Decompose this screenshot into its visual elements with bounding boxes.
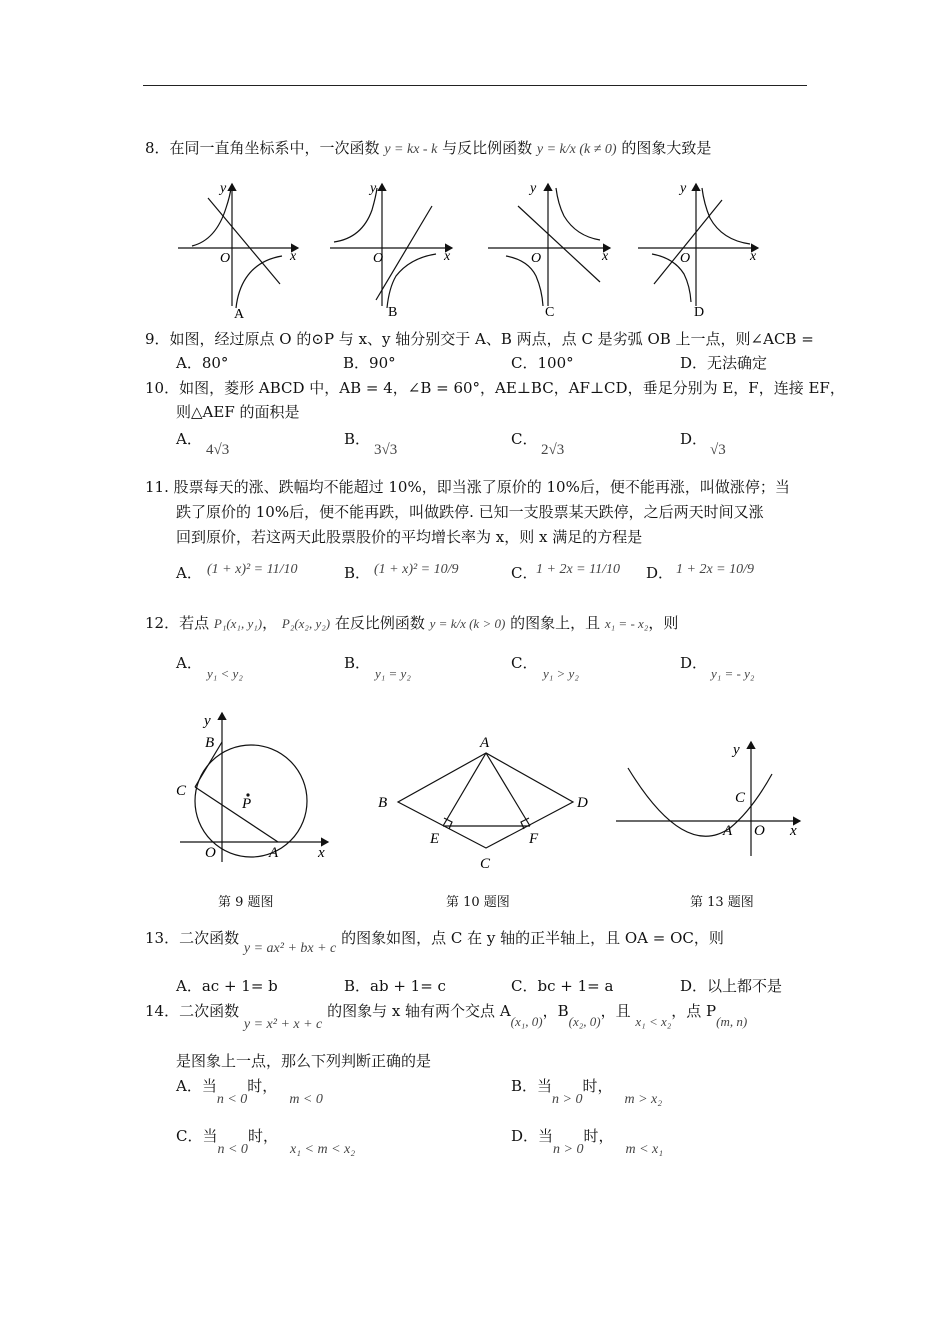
q8-graph-d <box>638 184 758 306</box>
fig10-ae <box>443 753 486 826</box>
q10-option-b-label: B． <box>344 430 371 448</box>
q12-func: y = k/x (k > 0) <box>429 616 506 631</box>
q8-label-a: A <box>234 307 245 320</box>
q8-a-x: x <box>290 249 297 264</box>
q13-stem <box>145 927 724 956</box>
q12-point-p1: P₁(x₁, y₁) <box>213 616 263 631</box>
q8-label-c: C <box>545 305 555 320</box>
q8-d-origin: O <box>680 251 691 266</box>
q14-option-b <box>511 1075 663 1107</box>
q14-option-b-result: m > x₂ <box>624 1092 663 1107</box>
fig9-label-p: P <box>242 796 252 812</box>
fig13-label-o: O <box>754 823 765 839</box>
q12-sep: ， <box>262 614 278 632</box>
q11-option-b-label: B． <box>344 564 371 582</box>
q13-stem-a: 13．二次函数 <box>145 929 240 947</box>
header-rule <box>143 85 807 86</box>
fig9-label-x: x <box>318 845 325 861</box>
q11-option-d-label: D． <box>646 564 674 582</box>
q14-option-a-label: A．当 <box>176 1077 217 1095</box>
q14-option-a-cond: n < 0 <box>216 1092 248 1107</box>
fig9 <box>170 705 345 865</box>
q8-d-y: y <box>680 181 687 196</box>
q14-option-c <box>176 1125 356 1157</box>
fig9-caption: 第 9 题图 <box>218 895 274 910</box>
q14-point-p: (m, n) <box>716 1014 748 1029</box>
q8-stem-text: 8．在同一直角坐标系中，一次函数 <box>145 139 380 157</box>
fig13 <box>612 738 807 868</box>
q13-option-c: C．bc + 1= a <box>511 977 614 995</box>
q14-option-d-label: D．当 <box>511 1127 554 1145</box>
q9-stem: 9．如图，经过原点 O 的⊙P 与 x、y 轴分别交于 A、B 两点，点 C 是劣弧 OB 上一点，则∠ACB = <box>145 330 814 348</box>
q14-func: y = x² + x + c <box>243 1017 323 1032</box>
fig10-label-b: B <box>378 795 388 811</box>
q11-option-a-value: (1 + x)² = 11/10 <box>207 562 298 577</box>
q14-option-c-label: C．当 <box>176 1127 218 1145</box>
q14-stem-d: ，且 <box>600 1002 631 1020</box>
q14-option-c-result: x₁ < m < x₂ <box>289 1142 356 1157</box>
fig9-label-y: y <box>204 713 211 729</box>
fig13-caption: 第 13 题图 <box>690 895 754 910</box>
q8-stem <box>145 137 711 158</box>
q12-option-d-label: D． <box>680 654 708 672</box>
q8-graph-a <box>178 184 298 308</box>
q10-stem-line2: 则△AEF 的面积是 <box>176 403 300 421</box>
q12-option-d-value: y₁ = - y₂ <box>711 666 755 681</box>
fig9-label-o: O <box>205 845 216 861</box>
q10-option-a-label: A． <box>176 430 202 448</box>
fig10-label-a: A <box>480 735 490 751</box>
q11-option-b-value: (1 + x)² = 10/9 <box>374 562 459 577</box>
fig13-label-y: y <box>733 742 740 758</box>
q8-label-d: D <box>694 305 705 320</box>
q8-graph-c <box>488 184 610 306</box>
q8-graphs <box>170 178 770 320</box>
q14-option-a <box>176 1075 323 1107</box>
q14-option-a-result: m < 0 <box>289 1092 323 1107</box>
q8-mid-text: 与反比例函数 <box>442 139 533 157</box>
fig9-chord-ca <box>195 787 278 842</box>
fig10-af <box>486 753 530 826</box>
q12-stem-c: 的图象上，且 <box>510 614 601 632</box>
q8-a-origin: O <box>220 251 231 266</box>
q9-option-a: A．80° <box>176 354 229 372</box>
q14-point-a: (x₁, 0) <box>510 1014 543 1029</box>
q12-option-a-label: A． <box>176 654 202 672</box>
q11-option-c-value: 1 + 2x = 11/10 <box>536 562 620 577</box>
q8-linear-func: y = kx - k <box>384 142 438 157</box>
q13-option-a: A．ac + 1= b <box>176 977 278 995</box>
q8-c-x: x <box>602 249 609 264</box>
q14-option-a-shi: 时， <box>247 1077 278 1095</box>
q14-stem <box>145 1000 748 1032</box>
q10-option-d-value: √3 <box>710 442 726 458</box>
fig13-label-c: C <box>735 790 746 806</box>
q13-option-d: D．以上都不是 <box>680 977 783 995</box>
q14-option-d-result: m < x₁ <box>625 1142 664 1157</box>
q14-stem-a: 14．二次函数 <box>145 1002 240 1020</box>
q8-b-origin: O <box>373 251 384 266</box>
q14-option-d-cond: n > 0 <box>553 1142 584 1157</box>
q11-option-a-label: A． <box>176 564 202 582</box>
q10-option-b-value: 3√3 <box>374 442 398 458</box>
q11-line3: 回到原价，若这两天此股票股价的平均增长率为 x，则 x 满足的方程是 <box>176 528 643 546</box>
q14-option-b-label: B．当 <box>511 1077 553 1095</box>
q14-option-d-shi: 时， <box>583 1127 614 1145</box>
fig10-right-angle-e <box>444 818 452 829</box>
q13-func: y = ax² + bx + c <box>243 941 337 956</box>
q10-option-a-value: 4√3 <box>206 442 230 458</box>
q14-option-c-cond: n < 0 <box>217 1142 248 1157</box>
q10-option-c-label: C． <box>511 430 538 448</box>
q8-a-y: y <box>220 181 227 196</box>
q14-stem-b: 的图象与 x 轴有两个交点 A <box>327 1002 511 1020</box>
fig10-label-f: F <box>529 831 539 847</box>
q14-stem-c: ，B <box>542 1002 569 1020</box>
q12-stem-b: 在反比例函数 <box>334 614 425 632</box>
q13-stem-b: 的图象如图，点 C 在 y 轴的正半轴上，且 OA = OC，则 <box>341 929 724 947</box>
q14-option-b-cond: n > 0 <box>552 1092 583 1107</box>
q12-point-p2: P₂(x₂, y₂) <box>281 616 331 631</box>
q14-line2: 是图象上一点，那么下列判断正确的是 <box>176 1052 432 1070</box>
q8-graph-b <box>330 184 452 308</box>
fig10-rhombus <box>398 753 573 848</box>
fig9-label-c: C <box>176 783 187 799</box>
q12-option-b-value: y₁ = y₂ <box>375 666 411 681</box>
q8-d-x: x <box>750 249 757 264</box>
q8-b-x: x <box>444 249 451 264</box>
q13-option-b: B．ab + 1= c <box>344 977 446 995</box>
q9-option-d: D．无法确定 <box>680 354 768 372</box>
q14-cond: x₁ < x₂ <box>635 1014 672 1029</box>
q11-option-c-label: C． <box>511 564 538 582</box>
fig10-label-c: C <box>480 856 491 872</box>
q12-stem-d: ，则 <box>648 614 679 632</box>
q11-line2: 跌了原价的 10%后，便不能再跌，叫做跌停. 已知一支股票某天跌停，之后两天时间又涨 <box>176 503 764 521</box>
q14-option-c-shi: 时， <box>247 1127 278 1145</box>
q9-option-c: C．100° <box>511 354 574 372</box>
q10-option-d-label: D． <box>680 430 708 448</box>
fig10-label-d: D <box>577 795 588 811</box>
q10-stem-line1: 10．如图，菱形 ABCD 中，AB = 4，∠B = 60°，AE⊥BC，AF⊥CD，垂足分别为 E，F，连接 EF， <box>145 379 845 397</box>
q14-point-b: (x₂, 0) <box>568 1014 601 1029</box>
fig13-label-a: A <box>723 823 733 839</box>
q12-cond: x₁ = - x₂ <box>604 616 649 631</box>
q11-option-d-value: 1 + 2x = 10/9 <box>676 562 754 577</box>
fig13-label-x: x <box>790 823 797 839</box>
q12-option-c-label: C． <box>511 654 538 672</box>
fig10-label-e: E <box>430 831 440 847</box>
q12-stem <box>145 612 678 633</box>
q8-inverse-func: y = k/x (k ≠ 0) <box>536 142 617 157</box>
fig9-label-b: B <box>205 735 215 751</box>
q12-stem-a: 12．若点 <box>145 614 210 632</box>
q12-option-c-value: y₁ > y₂ <box>543 666 579 681</box>
q11-line1: 11. 股票每天的涨、跌幅均不能超过 10%，即当涨了原价的 10%后，便不能再涨，叫做涨停；当 <box>145 478 790 496</box>
q8-tail-text: 的图象大致是 <box>621 139 712 157</box>
q12-option-a-value: y₁ < y₂ <box>207 666 243 681</box>
q14-stem-e: ，点 P <box>671 1002 717 1020</box>
q8-b-y: y <box>370 181 377 196</box>
q10-option-c-value: 2√3 <box>541 442 565 458</box>
q14-option-b-shi: 时， <box>582 1077 613 1095</box>
q14-option-d <box>511 1125 664 1157</box>
q8-c-origin: O <box>531 251 542 266</box>
fig9-label-a: A <box>269 845 279 861</box>
q12-option-b-label: B． <box>344 654 371 672</box>
q8-label-b: B <box>388 305 398 320</box>
fig10 <box>372 730 597 875</box>
fig10-caption: 第 10 题图 <box>446 895 510 910</box>
q8-c-y: y <box>530 181 537 196</box>
q9-option-b: B．90° <box>343 354 396 372</box>
